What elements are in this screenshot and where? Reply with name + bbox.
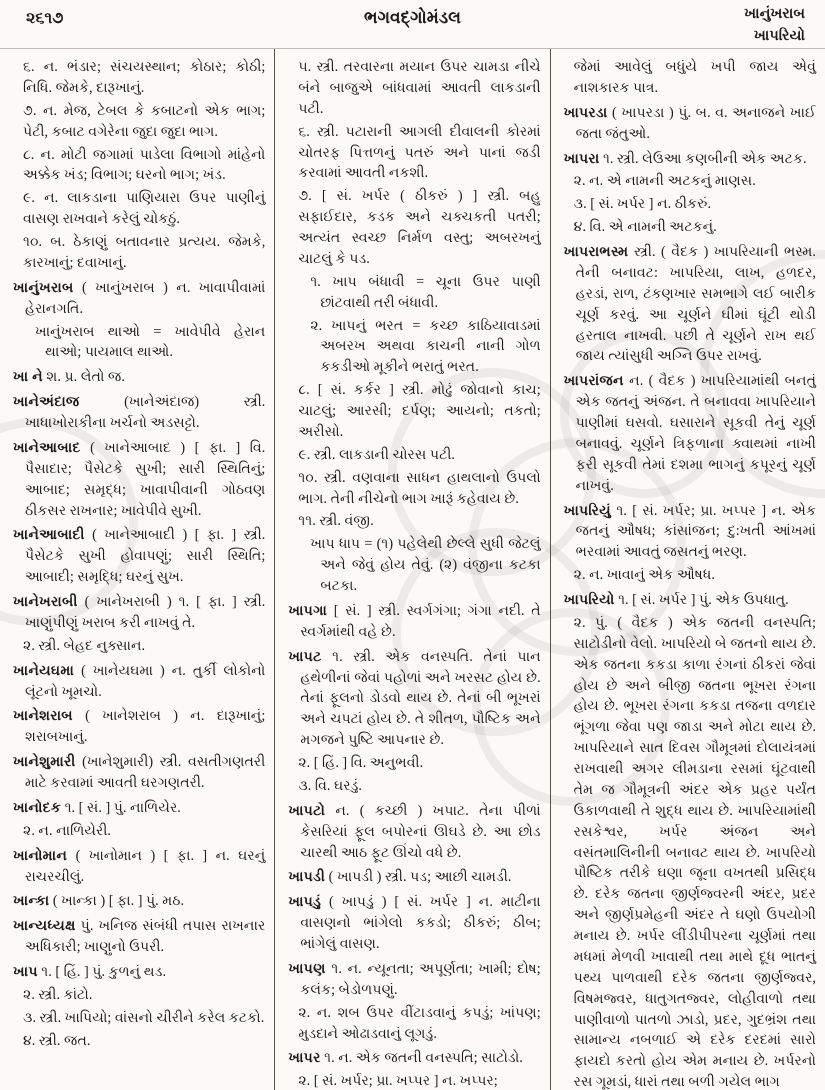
guide-word-first: ખાનુંખરાબ bbox=[744, 6, 805, 22]
dictionary-entry: ખાપરિયો ૧. [ સં. ખર્પર ] પું. એક ઉપધાતુ. bbox=[563, 592, 789, 608]
column-3 bbox=[551, 49, 825, 1090]
headword: ખાપરાભસ્મ bbox=[563, 244, 629, 260]
entry-line: ૨. સ્ત્રી. કાંટો. bbox=[23, 986, 93, 1003]
entry-line: ૫. સ્ત્રી. તરવારના મયાન ઉપર ચામડા નીચે બંને બાજુએ બાંધવામાં આવતી લાકડાની પટી. bbox=[298, 59, 541, 117]
headword: ખાપટ bbox=[288, 648, 322, 665]
headword: ખાનોદક bbox=[13, 799, 62, 816]
dictionary-entry: ખા ને શ. પ્ર. લેતો જ. bbox=[13, 369, 125, 386]
headword: ખાન્કા bbox=[13, 893, 50, 910]
headword: ખાપરાંજન bbox=[563, 373, 624, 390]
entry-line: ૯. સ્ત્રી. લાકડાની ચોરસ પટી. bbox=[298, 446, 455, 463]
column-2 bbox=[275, 49, 550, 1090]
entry-line: ૧૧. સ્ત્રી. વંજી. bbox=[298, 513, 374, 530]
headword: ખાનેશુમારી bbox=[13, 754, 76, 771]
entry-line: ૭. [ સં. ખર્પર ( ઠીકરું ) ] સ્ત્રી. બહુ સફાઈદાર, કડક અને ચક્ચકતી પતરી; અત્યંત સ્વચ્છ નિર્મળ વસ્તુ; અબરખનું ચાટલું કે પડ. bbox=[298, 188, 541, 267]
entry-line: ૮. ન. મોટી જગામાં પાડેલા વિભાગો માંહેનો અક્કેક ખંડ; વિભાગ; ઘરનો ભાગ; ખંડ. bbox=[23, 146, 266, 184]
dictionary-entry: ખાપણ ૧. ન. ન્યૂનતા; અપૂર્ણતા; ખામી; દોષ; કલંક; બેડોળપણું. bbox=[288, 960, 541, 998]
entry-line: ૨. [ હિં. ] વિ. અનુભવી. bbox=[298, 755, 424, 771]
dictionary-entry: ખાન્યધ્યક્ષ પું. ખનિજ સંબંધી તપાસ રાખનાર અધિકારી; ખાણુનો ઉપરી. bbox=[13, 918, 266, 956]
dictionary-entry: ખાપરિયું ૧. [ સં. ખર્પર; પ્રા. ખપ્પર ] ન. એક જતનું ઔષધ; કાંસાંજન; દુ:ખતી આંખમાં ભરવામાં આવતું જસતનું ભરણ. bbox=[563, 502, 816, 561]
entry-line: ૨. સ્ત્રી. બેહદ નુક્સાન. bbox=[23, 637, 146, 654]
headword: ખાપરિયો bbox=[563, 592, 615, 608]
headword: ખાનેશરાબ bbox=[13, 708, 73, 725]
entry-line: ૪. વિ. એ નામની અટકનું. bbox=[573, 219, 717, 236]
dictionary-entry: ખાનેયઘમા ( ખાનેયઘમા ) ન. તુર્કી લોકોનો લૂંટનો ખૂમચો. bbox=[13, 662, 266, 700]
entry-line: ૨. ન. ખાવાનું એક ઔષધ. bbox=[573, 567, 715, 584]
headword: ખાપડી bbox=[288, 869, 326, 886]
text-columns bbox=[0, 48, 825, 1090]
dictionary-entry: ખાનેઆબાદી ( ખાનેઆબાદી ) [ ફા. ] સ્ત્રી. પૈસેટકે સુખી હોવાપણું; સારી સ્થિતિ; આબાદી; સમૃદ્ધિ; ઘરનું સુખ. bbox=[13, 527, 266, 586]
column-1 bbox=[0, 49, 275, 1090]
entry-line: ૬. ન. ભંડાર; સંચયસ્થાન; કોઠાર; કોઠી; નિધિ. જેમકે, દારૂખાનું. bbox=[23, 59, 266, 96]
dictionary-entry: ખાનોદક ૧. [ સં. ] પું. નાળિયેર. bbox=[13, 799, 181, 816]
entry-line: ૬. સ્ત્રી. પટારાની આગલી દીવાલની કોરમાં ચોતરફ પિત્તળનું પતરું અને પાનાં જડી કરવામાં આવતી નકશી. bbox=[298, 123, 541, 182]
dictionary-entry: ખાપટ ૧. સ્ત્રી. એક વનસ્પતિ. તેનાં પાન હથેળીનાં જેવાં પહોળાં અને ખરસટ હોય છે. તેનાં ફૂલનો ડોડવો થાય છે. તેનાં બી ભૂખરાં અને ચપટાં હોય છે. તે શીતળ, પૌષ્ટિક અને મગજને પુષ્ટિ આપનાર છે. bbox=[288, 648, 541, 749]
entry-line: ૨. ન. શબ ઉપર વીંટાડવાનું કપડું; ખાંપણ; મુડદાને ઓઢાડવાનું લૂગડું. bbox=[298, 1004, 541, 1042]
dictionary-entry: ખાપટો ન. ( કચ્છી ) ખપાટ. તેના પીળાં કેસરિયાં ફૂલ બપોરનાં ઊઘડે છે. આ છોડ ચારથી આઠ ફૂટ ઊંચો વધે છે. bbox=[288, 802, 541, 861]
dictionary-entry: ખાનુંખરાબ ( ખાનુંખરાબ ) ન. ખાવાપીવામાં હેરાનગતિ. bbox=[13, 279, 266, 317]
headword: ખાપણ bbox=[288, 960, 326, 977]
headword: ખાપ bbox=[13, 964, 38, 980]
headword: ખાપગા bbox=[288, 602, 328, 619]
dictionary-entry: ખાપગા [ સં. ] સ્ત્રી. સ્વર્ગગંગા; ગંગા નદી. તે સ્વર્ગમાંથી વહે છે. bbox=[288, 602, 541, 640]
entry-line: ૪. સ્ત્રી. જત. bbox=[23, 1032, 91, 1049]
headword: ખાનેખરાબી bbox=[13, 594, 78, 610]
book-title: ભગવદ્ગોમંડલ bbox=[364, 8, 461, 27]
entry-line: ૧૦. બ. ઠેકાણું બતાવનાર પ્રત્યય. જેમકે, કારખાનું; દવાખાનું. bbox=[23, 234, 266, 271]
guide-words bbox=[744, 4, 805, 48]
headword: ખાપરડા bbox=[563, 104, 608, 121]
entry-line: ૮. [ સં. કર્કર ] સ્ત્રી. મોઢું જોવાનો કાચ; ચાટલું; આરસી; દર્પણ; આયનો; તકતો; અરીસો. bbox=[298, 382, 541, 440]
dictionary-entry: ખાપ ૧. [ હિં. ] પું. કુળનું થડ. bbox=[13, 964, 166, 980]
dictionary-entry: ખાપરડા ( ખાપરડા ) પું. બ. વ. અનાજને ખાઈ જતા જંતુઓ. bbox=[563, 104, 816, 142]
dictionary-entry: ખાનેઆબાદ ( ખાનેઆબાદ ) [ ફા. ] વિ. પૈસાદાર; પૈસેટકે સુખી; સારી સ્થિતિનું; આબાદ; સમૃદ્ધ; ખાવાપીવાની ગોઠવણ ઠીકસર રાખનાર; ખાવેપીવે સુખી. bbox=[13, 439, 266, 519]
entry-line: ૩. વિ. ઘરડું. bbox=[298, 777, 362, 794]
dictionary-entry: ખાપરાભસ્મ સ્ત્રી. ( વૈદક ) ખાપરિયાની ભસ્મ. તેની બનાવટ: ખાપરિયા, લાખ, હળદર, હરડાં, રાળ, ટંકણખાર સમભાગે લઈ બારીક ચૂર્ણ કરવું. આ ચૂર્ણને ઘીમાં ઘૂંટી થોડી હરતાલ નાખવી. પછી તે ચૂર્ણને રાખ થઈ જાય ત્યાંસુધી અગ્નિ ઉપર રાખવું. bbox=[563, 244, 816, 365]
page-header bbox=[0, 0, 825, 48]
entry-line: ૯. ન. લાકડાના પાણિયારા ઉપર પાણીનું વાસણ રાખવાને કરેલું ચોકઠું. bbox=[23, 190, 266, 228]
headword: ખાનેઅંદાજ bbox=[13, 394, 80, 411]
dictionary-entry: ખાપર ૧. ન. એક જતની વનસ્પતિ; સાટોડો. bbox=[288, 1050, 523, 1067]
entry-line: ૩. [ સં. ખર્પર ] ન. ઠીકરું. bbox=[573, 196, 712, 213]
headword: ખા ને bbox=[13, 369, 43, 386]
dictionary-entry: ખાપડી ( ખાપડી ) સ્ત્રી. પડ; આછી ચામડી. bbox=[288, 869, 512, 886]
entry-line: ૨. ખાપનું ભરત = કચ્છ કાઠિયાવાડમાં અબરખ અથવા કાચની નાની ગોળ કકડીઓ મૂકીને ભરાતું ભરત. bbox=[310, 317, 541, 376]
headword: ખાનેઆબાદી bbox=[13, 527, 85, 544]
dictionary-entry: ખાન્કા ( ખાન્કા ) [ ફા. ] પું. મઠ. bbox=[13, 893, 185, 910]
dictionary-entry: ખાનેશુમારી (ખાનેશુમારી) સ્ત્રી. વસતીગણતરી માટે કરવામાં આવતી ઘરગણતરી. bbox=[13, 754, 266, 791]
page-number: ૨૬૧૭ bbox=[26, 10, 64, 27]
headword: ખાપટો bbox=[288, 802, 326, 819]
entry-line: ૧૦. સ્ત્રી. વણવાના સાધન હાથલાનો ઉપલો ભાગ. તેની નીચેનો ભાગ ખારૂં કહેવાય છે. bbox=[298, 469, 541, 507]
dictionary-entry: ખાનોમાન ( ખાનોમાન ) [ ફા. ] ન. ઘરનું રાચરચીલું. bbox=[13, 847, 266, 885]
entry-line: ખાનુંખરાબ થાઓ = ખાવેપીવે હેરાન થાઓ; પાયમાલ થાઓ. bbox=[35, 323, 266, 361]
entry-line: ૨. પું. ( વૈદક ) એક જતની વનસ્પતિ; સાટોડીનો વેલો. ખાપરિયો બે જતનો થાય છે. એક જતના કકડા કાળા રંગનાં ઠીકરાં જેવાં હોય છે અને બીજી જતના ભૂખરા રંગના હોય છે. ભૂખરા રંગના કકડા તજના વળદાર ભૂંગળા જેવા પણ જાડા અને મોટા થાય છે. ખાપરિયાને સાત દિવસ ગૌમૂત્રમાં દોલાયંત્રમાં રાખવાથી અગર લીમડાના રસમાં ઘૂંટવાથી તેમ જ ગૌમૂત્રની અંદર એક પ્રહર પર્યંત ઉકાળવાથી તે શુદ્ધ થાય છે. ખાપરિયામાંથી રસકેશ્વર, ખર્પર અંજન અને વસંતમાલિનીની બનાવટ થાય છે. ખાપરિયો પૌષ્ટિક તરીકે ઘણા જૂના વખતથી પ્રસિદ્ધ છે. દરેક જતના જીર્ણજ્વરની અંદર, પ્રદર અને જીર્ણપ્રમેહની અંદર તે ઘણો ઉપયોગી મનાય છે. ખર્પર લીંડીપીપરના ચૂર્ણમાં તથા મધમાં મેળવી ખાવાથી તથા માથે દૂધ ભાતનું પથ્ય પાળવાથી દરેક જતના જીર્ણજ્વર, વિષમજ્વર, ધાતુગતજ્વર, લોહીવાળો તથા પાણીવાળો પાતળો ઝાડો, પ્રદર, ગુદભ્રંશ તથા સામાન્ય નબળાઈ એ દરેક દરદમાં સારો ફાયદો કરતો હોય એમ મનાય છે. ખર્પરનો રસ ગૂમડાં, ધારાં તથા બળી ગયેલ ભાગ bbox=[573, 614, 816, 1090]
entry-line: જેમાં આવેલું બધુંયે ખપી જાય એવું નાશકારક પાત્ર. bbox=[573, 59, 816, 96]
entry-line: ખાપ ધાપ = (૧) પહેલેથી છેલ્લે સુધી જેટલું અને જેવું હોય તેવું. (૨) વંજીના કટકા બટકા. bbox=[310, 536, 541, 594]
guide-word-last: ખાપરિયો bbox=[753, 27, 805, 44]
headword: ખાનોમાન bbox=[13, 847, 68, 864]
entry-line: ૨. ન. નાળિયેરી. bbox=[23, 822, 111, 839]
headword: ખાપરિયું bbox=[563, 502, 611, 519]
entry-line: ૨. [ સં. ખર્પર; પ્રા. ખપ્પર ] ન. ખપ્પર; bbox=[298, 1073, 498, 1090]
entry-line: ૨. ન. એ નામની અટકનું માણસ. bbox=[573, 173, 756, 190]
entry-line: ૧. ખાપ બંધાવી = ચૂના ઉપર પાણી છાંટવાથી તરી બંધાવી. bbox=[310, 273, 541, 311]
headword: ખાનેઆબાદ bbox=[13, 439, 81, 456]
entry-line: ૭. ન. મેજ, ટેબલ કે કબાટનો એક ભાગ; પેટી, કબાટ વગેરેના જુદા જુદા ભાગ. bbox=[23, 102, 266, 140]
headword: ખાનુંખરાબ bbox=[13, 279, 74, 296]
dictionary-entry: ખાપડું ( ખાપડું ) [ સં. ખર્પર ] ન. માટીના વાસણનો ભાંગેલો કકડો; ઠીકરું; ઠીબ; ભાંગેલું વાસણ. bbox=[288, 894, 541, 952]
dictionary-entry: ખાપરાંજન ન. ( વૈદક ) ખાપરિયામાંથી બનતું એક જતનું અંજન. તે બનાવવા ખાપરિયાને પાણીમાં ઘસવો. ઘસારાને સૂકવી તેનું ચૂર્ણ બનાવવું. ચૂર્ણને ત્રિફળાના ક્વાથમાં નાખી ફરી સૂકવી તેમાં દશમા ભાગનું કપૂરનું ચૂર્ણ નાખવું. bbox=[563, 373, 816, 494]
headword: ખાનેયઘમા bbox=[13, 662, 75, 679]
headword: ખાપરા bbox=[563, 150, 600, 167]
headword: ખાન્યધ્યક્ષ bbox=[13, 918, 76, 935]
dictionary-entry: ખાપરા ૧. સ્ત્રી. લેઉઆ કણબીની એક અટક. bbox=[563, 150, 807, 167]
dictionary-entry: ખાનેશરાબ ( ખાનેશરાબ ) ન. દારૂખાનું; શરાબખાનું. bbox=[13, 708, 266, 746]
headword: ખાપડું bbox=[288, 894, 322, 911]
entry-line: ૩. સ્ત્રી. ખાપિયો; વાંસનો ચીરીને કરેલ કટકો. bbox=[23, 1009, 265, 1026]
dictionary-entry: ખાનેઅંદાજ (ખાનેઅંદાજ) સ્ત્રી. ખાધાખોરાકીના ખર્ચનો અડસટ્ટો. bbox=[13, 394, 266, 431]
dictionary-entry: ખાનેખરાબી ( ખાનેખરાબી ) ૧. [ ફા. ] સ્ત્રી. ખાણુંપીણું ખરાબ કરી નાખવું તે. bbox=[13, 594, 266, 631]
headword: ખાપર bbox=[288, 1050, 321, 1067]
